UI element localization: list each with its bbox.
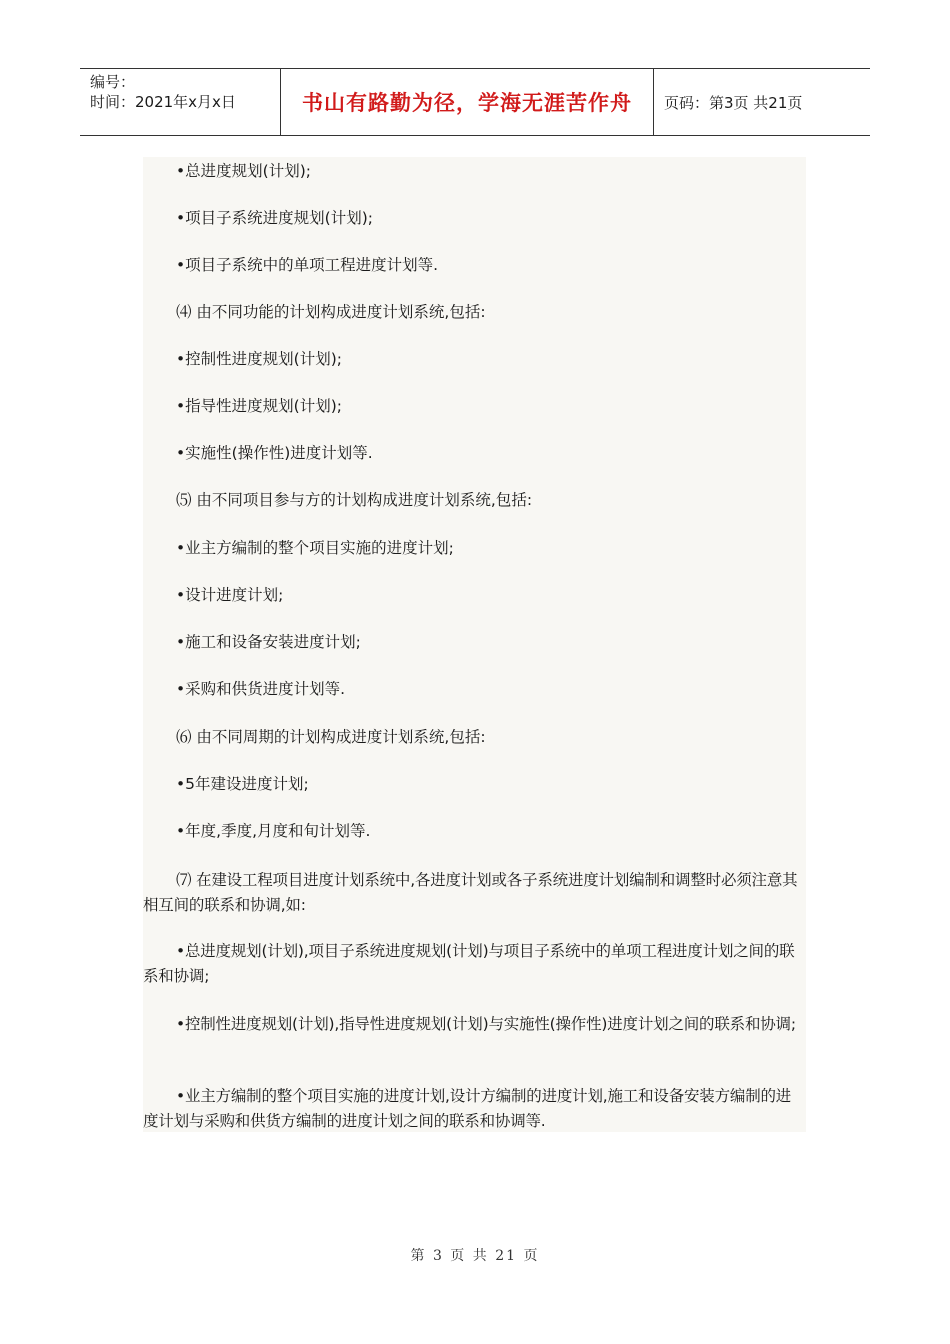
paragraph: •实施性(操作性)进度计划等. <box>176 444 373 462</box>
paragraph: •5年建设进度计划; <box>176 775 309 793</box>
paragraph: •总进度规划(计划); <box>176 162 311 180</box>
paragraph: •总进度规划(计划),项目子系统进度规划(计划)与项目子系统中的单项工程进度计划之间的联系和协调; <box>143 942 795 985</box>
paragraph: ⑺ 在建设工程项目进度计划系统中,各进度计划或各子系统进度计划编制和调整时必须注意其相互间的联系和协调,如: <box>143 871 798 914</box>
paragraph: •年度,季度,月度和旬计划等. <box>176 822 371 840</box>
paragraph: •设计进度计划; <box>176 586 284 604</box>
header-page-info: 页码：第3页 共21页 <box>664 93 803 112</box>
header-motto <box>281 69 654 135</box>
paragraph: •业主方编制的整个项目实施的进度计划,设计方编制的进度计划,施工和设备安装方编制的进度计划与采购和供货方编制的进度计划之间的联系和协调等. <box>143 1087 792 1130</box>
paragraph: •采购和供货进度计划等. <box>176 680 346 698</box>
paragraph: •项目子系统进度规划(计划); <box>176 209 373 227</box>
number-label: 编号： <box>90 73 136 91</box>
motto-text: 书山有路勤为径，学海无涯苦作舟 <box>302 90 632 115</box>
paragraph: •项目子系统中的单项工程进度计划等. <box>176 256 439 274</box>
page-footer: 第 3 页 共 21 页 <box>410 1248 540 1264</box>
paragraph: •控制性进度规划(计划),指导性进度规划(计划)与实施性(操作性)进度计划之间的联系和协调; <box>176 1015 796 1033</box>
header-meta <box>80 69 281 135</box>
date-label: 时间：2021年x月x日 <box>90 93 236 111</box>
paragraph: •施工和设备安装进度计划; <box>176 633 361 651</box>
paragraph: •业主方编制的整个项目实施的进度计划; <box>176 539 454 557</box>
paragraph: ⑹ 由不同周期的计划构成进度计划系统,包括: <box>176 728 486 746</box>
document-body <box>143 157 806 1132</box>
paragraph: •指导性进度规划(计划); <box>176 397 342 415</box>
paragraph: ⑷ 由不同功能的计划构成进度计划系统,包括: <box>176 303 486 321</box>
paragraph: •控制性进度规划(计划); <box>176 350 342 368</box>
page-header <box>80 68 870 136</box>
paragraph: ⑸ 由不同项目参与方的计划构成进度计划系统,包括: <box>176 491 533 509</box>
